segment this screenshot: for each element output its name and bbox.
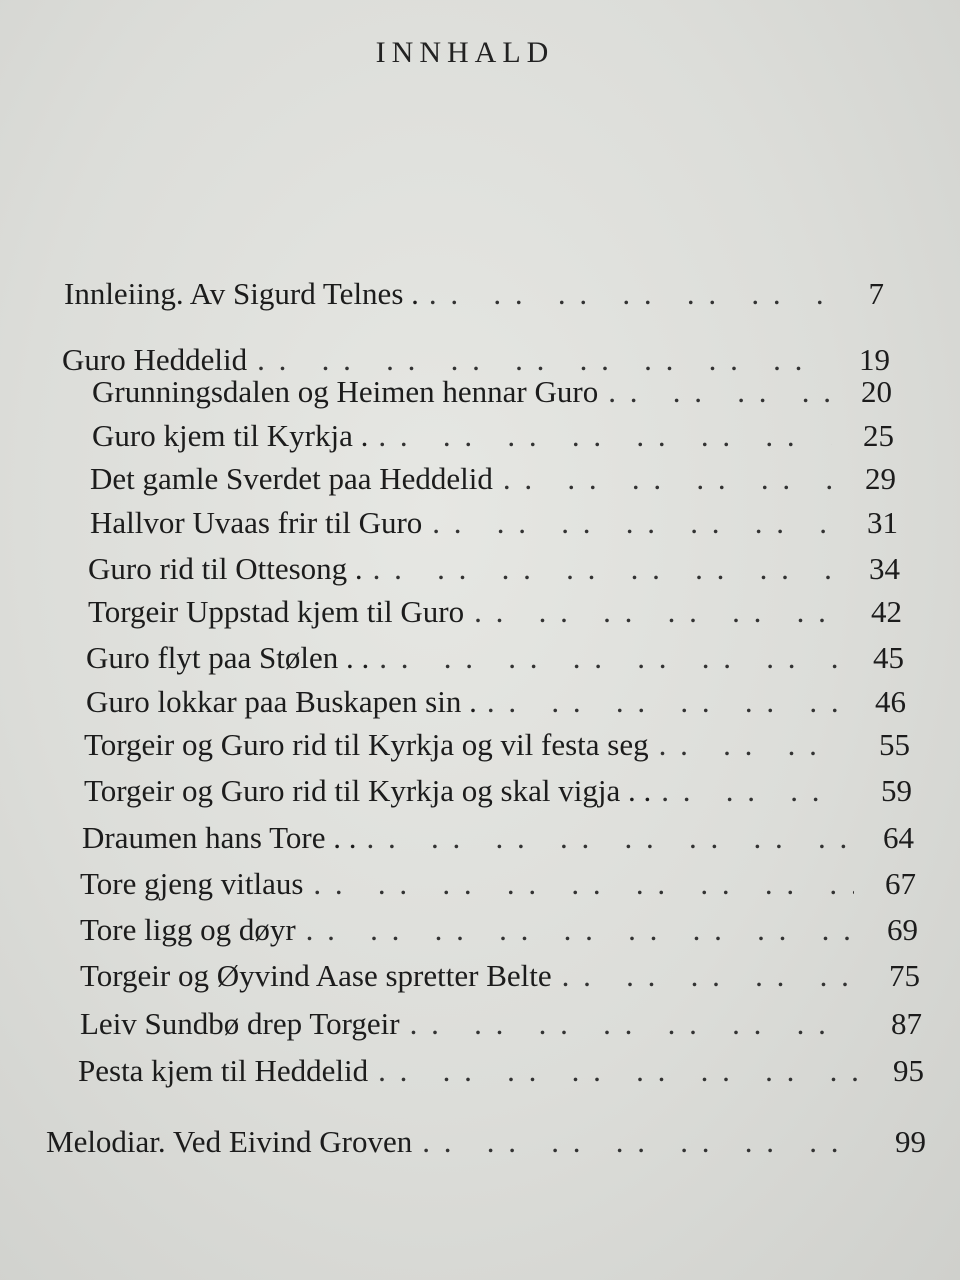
toc-entry-page: 87 <box>891 1006 922 1041</box>
dot-leader <box>306 912 856 948</box>
toc-entry-page: 59 <box>881 773 912 808</box>
toc-entry-page: 69 <box>887 912 918 947</box>
toc-entry-title: Guro rid til Ottesong . <box>88 551 363 586</box>
toc-entry-page: 67 <box>885 866 916 901</box>
toc-entry <box>88 551 900 591</box>
toc-entry-page: 31 <box>867 505 898 540</box>
toc-entry-page: 64 <box>883 820 914 855</box>
toc-entry-page: 95 <box>893 1053 924 1088</box>
toc-entry <box>46 1124 926 1164</box>
dot-leader <box>562 958 858 994</box>
toc-entry <box>80 866 916 906</box>
toc-entry <box>90 461 896 501</box>
dot-leader <box>503 461 834 497</box>
toc-entry-page: 75 <box>889 958 920 993</box>
toc-entry <box>86 684 906 724</box>
dot-leader <box>313 866 854 902</box>
toc-entry <box>64 276 884 316</box>
dot-leader <box>378 418 832 454</box>
toc-entry-page: 34 <box>869 551 900 586</box>
toc-entry-title: Torgeir og Guro rid til Kyrkja og vil festa seg <box>84 727 649 762</box>
dot-leader <box>429 276 822 312</box>
toc-entry <box>92 418 894 458</box>
toc-entry-title: Guro kjem til Kyrkja . <box>92 418 369 453</box>
dot-leader <box>373 551 838 587</box>
dot-leader <box>487 684 844 720</box>
toc-entry-title: Pesta kjem til Heddelid <box>78 1053 369 1088</box>
dot-leader <box>257 342 828 378</box>
toc-entry-title: Innleiing. Av Sigurd Telnes . <box>64 276 419 311</box>
dot-leader <box>422 1124 864 1160</box>
dot-leader <box>379 640 842 676</box>
toc-entry-title: Torgeir Uppstad kjem til Guro <box>88 594 465 629</box>
toc-entry <box>86 640 904 680</box>
toc-entry-title: Torgeir og Øyvind Aase spretter Belte <box>80 958 552 993</box>
toc-entry-title: Guro Heddelid <box>62 342 248 377</box>
toc-entry <box>84 773 912 813</box>
toc-entry-page: 19 <box>859 342 890 377</box>
toc-entry-page: 20 <box>861 374 892 409</box>
toc-entry <box>82 820 914 860</box>
dot-leader <box>659 727 848 763</box>
toc-entry-title: Guro flyt paa Stølen . . <box>86 640 370 675</box>
dot-leader <box>432 505 836 541</box>
toc-entry <box>80 1006 922 1046</box>
toc-entry <box>80 958 920 998</box>
dot-leader <box>608 374 830 410</box>
toc-entry-title: Hallvor Uvaas frir til Guro <box>90 505 423 540</box>
dot-leader <box>474 594 840 630</box>
toc-entry-page: 42 <box>871 594 902 629</box>
toc-entry-page: 25 <box>863 418 894 453</box>
toc-entry-title: Draumen hans Tore . . <box>82 820 357 855</box>
dot-leader <box>410 1006 860 1042</box>
toc-entry-page: 29 <box>865 461 896 496</box>
toc-entry-page: 45 <box>873 640 904 675</box>
toc-entry <box>90 505 898 545</box>
toc-entry <box>88 594 902 634</box>
toc-entry-title: Grunningsdalen og Heimen hennar Guro <box>92 374 599 409</box>
toc-entry <box>78 1053 924 1093</box>
toc-entry-page: 99 <box>895 1124 926 1159</box>
toc-entry <box>92 374 892 414</box>
toc-entry-title: Leiv Sundbø drep Torgeir <box>80 1006 400 1041</box>
toc-entry-page: 55 <box>879 727 910 762</box>
toc-entry-title: Det gamle Sverdet paa Heddelid <box>90 461 493 496</box>
toc-entry <box>80 912 918 952</box>
dot-leader <box>661 773 850 809</box>
toc-entry <box>84 727 910 767</box>
dot-leader <box>366 820 852 856</box>
toc-entry-title: Melodiar. Ved Eivind Groven <box>46 1124 413 1159</box>
dot-leader <box>378 1053 862 1089</box>
toc-entry-title: Torgeir og Guro rid til Kyrkja og skal vigja . . <box>84 773 652 808</box>
toc-entry-title: Tore ligg og døyr <box>80 912 296 947</box>
page-title: INNHALD <box>375 36 555 69</box>
toc-entry-title: Tore gjeng vitlaus <box>80 866 304 901</box>
toc-entry-page: 7 <box>868 276 884 311</box>
toc-entry-page: 46 <box>875 684 906 719</box>
toc-entry-title: Guro lokkar paa Buskapen sin . <box>86 684 477 719</box>
